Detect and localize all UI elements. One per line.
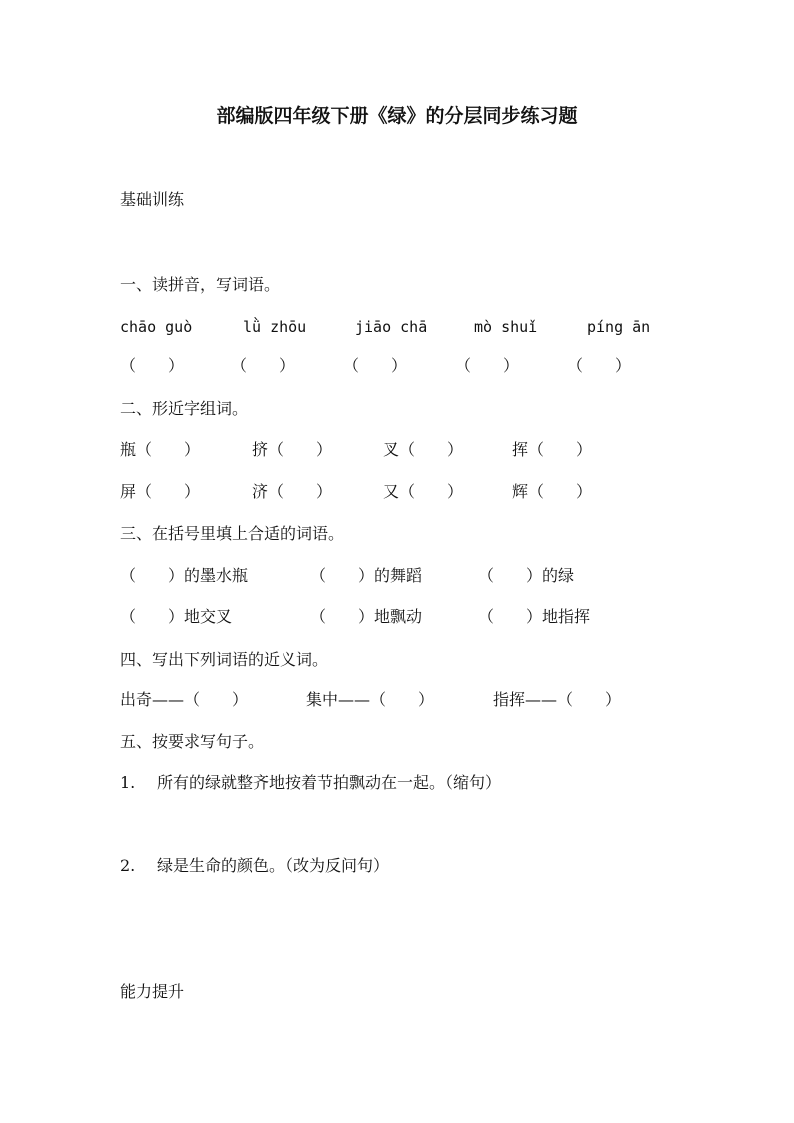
section-advanced-heading: 能力提升 <box>120 982 185 1001</box>
section-basic-heading: 基础训练 <box>120 190 185 209</box>
q2-item[interactable]: 辉（ ） <box>512 482 593 501</box>
q1-pinyin-1: chāo guò <box>120 318 193 336</box>
q5-heading: 五、按要求写句子。 <box>120 732 265 751</box>
q1-pinyin-5: píng ān <box>587 318 651 336</box>
q1-pinyin-3: jiāo chā <box>355 318 428 336</box>
q2-item[interactable]: 济（ ） <box>252 482 333 501</box>
q2-item[interactable]: 瓶（ ） <box>120 440 201 459</box>
q2-heading: 二、形近字组词。 <box>120 399 249 418</box>
q1-heading: 一、读拼音，写词语。 <box>120 275 281 294</box>
q3-item[interactable]: （ ）的绿 <box>478 566 575 585</box>
q1-blank-1[interactable]: （ ） <box>120 356 185 375</box>
q5-sentence-1-number: 1. <box>120 773 136 792</box>
q3-item[interactable]: （ ）地飘动 <box>310 607 423 626</box>
q4-item[interactable]: 集中——（ ） <box>306 690 435 709</box>
q2-item[interactable]: 又（ ） <box>383 482 464 501</box>
q5-sentence-2: 绿是生命的颜色。（改为反问句） <box>157 856 390 875</box>
q3-item[interactable]: （ ）的墨水瓶 <box>120 566 249 585</box>
q1-pinyin-4: mò shuǐ <box>474 318 538 336</box>
page-title: 部编版四年级下册《绿》的分层同步练习题 <box>216 105 578 127</box>
q5-sentence-2-number: 2. <box>120 856 136 875</box>
q1-blank-5[interactable]: （ ） <box>567 356 632 375</box>
q1-blank-3[interactable]: （ ） <box>343 356 408 375</box>
q4-item[interactable]: 指挥——（ ） <box>493 690 622 709</box>
q2-item[interactable]: 叉（ ） <box>383 440 464 459</box>
q2-item[interactable]: 屏（ ） <box>120 482 201 501</box>
q3-item[interactable]: （ ）地交叉 <box>120 607 233 626</box>
q3-item[interactable]: （ ）的舞蹈 <box>310 566 423 585</box>
q1-pinyin-2: lǜ zhōu <box>243 318 307 336</box>
q1-blank-2[interactable]: （ ） <box>231 356 296 375</box>
q4-heading: 四、写出下列词语的近义词。 <box>120 650 329 669</box>
q3-heading: 三、在括号里填上合适的词语。 <box>120 524 345 543</box>
q5-sentence-1: 所有的绿就整齐地按着节拍飘动在一起。（缩句） <box>157 773 502 792</box>
q4-item[interactable]: 出奇——（ ） <box>120 690 249 709</box>
q2-item[interactable]: 挤（ ） <box>252 440 333 459</box>
q2-item[interactable]: 挥（ ） <box>512 440 593 459</box>
q1-blank-4[interactable]: （ ） <box>455 356 520 375</box>
q3-item[interactable]: （ ）地指挥 <box>478 607 591 626</box>
